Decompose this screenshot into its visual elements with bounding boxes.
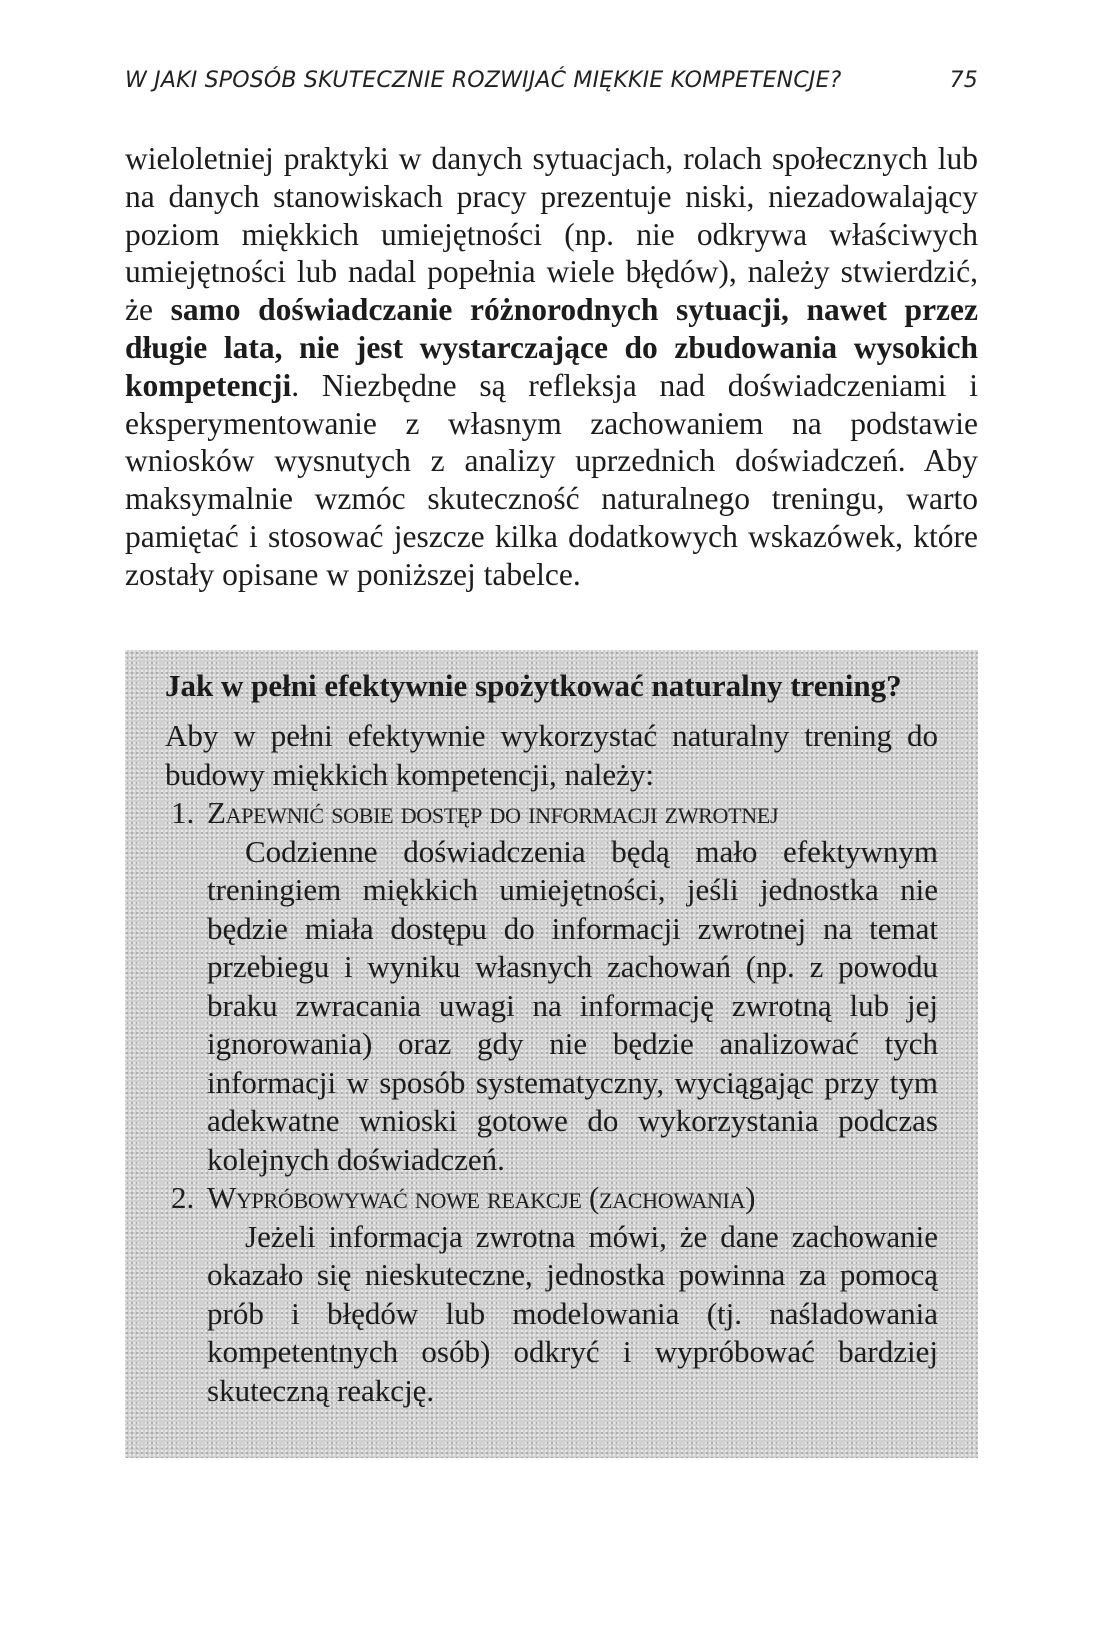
step-number: 2.	[171, 1180, 195, 1215]
tip-steps	[165, 794, 938, 1410]
tip-step-1	[165, 794, 938, 1179]
page-number: 75	[949, 68, 978, 93]
step-text: Codzienne doświadczenia będą mało efektywnym treningiem miękkich umiejętności, jeśli jednostka nie będzie miała dostępu do informacji zwrotnej na temat przebiegu i wyniku własnych zachowań (np. z powodu braku zwracania uwagi na informację zwrotną lub jej ignorowania) oraz gdy nie będzie analizować tych informacji w sposób systematyczny, wyciągając przy tym adekwatne wnioski gotowe do wykorzystania podczas kolejnych doświadczeń.	[207, 833, 938, 1177]
chapter-title: W JAKI SPOSÓB SKUTECZNIE ROZWIJAĆ MIĘKKIE KOMPETENCJE?	[125, 68, 842, 93]
body-text-bold: samo doświadczanie różnorodnych sytuacji, nawet przez długie lata, nie jest wystarczające do zbudowania wysokich kompetencji	[125, 292, 978, 403]
body-text-start: wieloletniej praktyki w danych sytuacjach, rolach społecznych lub na danych stanowiskach pracy prezentuje niski, niezadowalający poziom miękkich umiejętności (np. nie odkrywa właściwych umiejętności lub nadal popełnia wiele błędów), należy stwierdzić, że	[125, 141, 978, 328]
tip-step-2	[165, 1179, 938, 1410]
body-text-end: . Niezbędne są refleksja nad doświadczeniami i eksperymentowanie z własnym zachowaniem na podstawie wniosków wysnutych z analizy uprzednich doświadczeń. Aby maksymalnie wzmóc skuteczność naturalnego treningu, warto pamiętać i stosować jeszcze kilka dodatkowych wskazówek, które zostały opisane w poniższej tabelce.	[125, 367, 978, 592]
tip-box-title: Jak w pełni efektywnie spożytkować naturalny trening?	[165, 668, 902, 703]
tip-box-intro: Aby w pełni efektywnie wykorzystać naturalny trening do budowy miękkich kompetencji, należy:	[165, 718, 938, 792]
step-heading: Zapewnić sobie dostęp do informacji zwrotnej	[207, 795, 779, 830]
running-head	[125, 68, 978, 104]
tip-box	[125, 650, 978, 1458]
body-paragraph	[125, 140, 978, 594]
step-text: Jeżeli informacja zwrotna mówi, że dane zachowanie okazało się nieskuteczne, jednostka powinna za pomocą prób i błędów lub modelowania (tj. naśladowania kompetentnych osób) odkryć i wypróbować bardziej skuteczną reakcję.	[207, 1218, 938, 1408]
step-number: 1.	[171, 795, 195, 830]
step-heading: Wypróbowywać nowe reakcje (zachowania)	[207, 1180, 756, 1215]
